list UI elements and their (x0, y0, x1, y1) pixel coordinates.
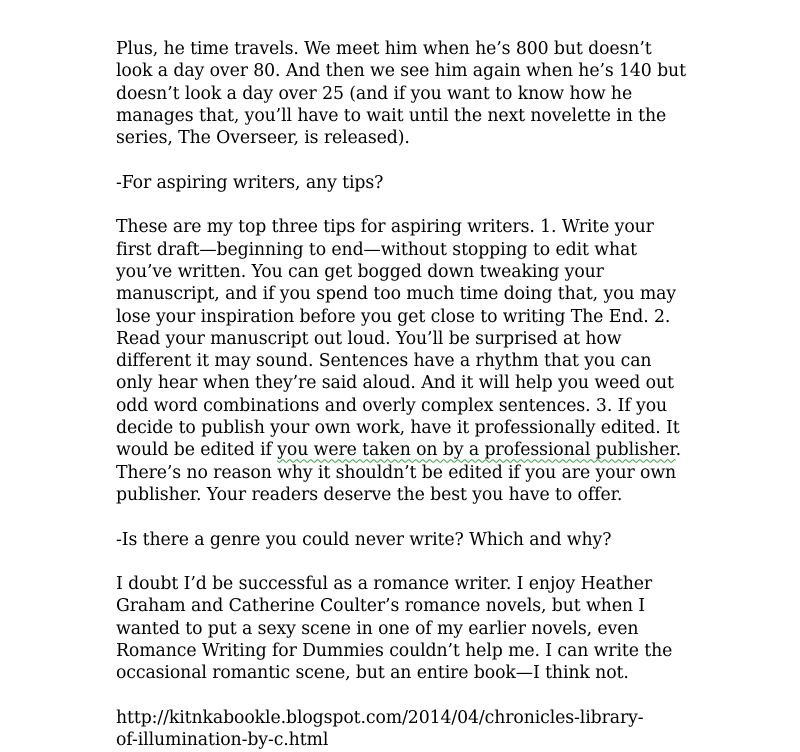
text-line: Read your manuscript out loud. You’ll be surprised at how (116, 328, 622, 349)
text-line: There’s no reason why it shouldn’t be edited if you are your own (116, 462, 677, 483)
text-line: publisher. Your readers deserve the best you have to offer. (116, 484, 623, 505)
text-line: Plus, he time travels. We meet him when he’s 800 but doesn’t (116, 39, 652, 59)
question-text: -For aspiring writers, any tips? (116, 172, 384, 193)
text-line: occasional romantic scene, but an entire book—I think not. (116, 663, 629, 684)
document-body[interactable] (116, 38, 696, 752)
text-line: decide to publish your own work, have it professionally edited. It (116, 418, 680, 439)
paragraph-romance (116, 573, 696, 684)
text-line: look a day over 80. And then we see him again when he’s 140 but (116, 61, 686, 82)
text-line: manages that, you’ll have to wait until the next novelette in the (116, 105, 667, 126)
url-line: of-illumination-by-c.html (116, 730, 329, 751)
paragraph-writing-tips (116, 216, 696, 506)
text-line: These are my top three tips for aspiring writers. 1. Write your (116, 217, 654, 238)
source-url (116, 707, 696, 752)
paragraph-time-travel (116, 38, 696, 149)
text-line: you’ve written. You can get bogged down tweaking your (116, 261, 604, 282)
text-line: manuscript, and if you spend too much time doing that, you may (116, 284, 676, 305)
text-line-with-grammar-flag (116, 439, 696, 461)
text-line: lose your inspiration before you get close to writing The End. 2. (116, 306, 671, 327)
text-line: series, The Overseer, is released). (116, 128, 410, 149)
text-line: first draft—beginning to end—without stopping to edit what (116, 239, 638, 260)
text-line: wanted to put a sexy scene in one of my earlier novels, even (116, 618, 639, 639)
text-line: different it may sound. Sentences have a rhythm that you can (116, 351, 652, 372)
text-line: Romance Writing for Dummies couldn’t help me. I can write the (116, 641, 673, 662)
text-line: only hear when they’re said aloud. And it will help you weed out (116, 373, 674, 394)
question-text: -Is there a genre you could never write? Which and why? (116, 529, 612, 550)
text-fragment: . (675, 440, 682, 461)
question-aspiring-writers (116, 172, 696, 194)
text-line: I doubt I’d be successful as a romance writer. I enjoy Heather (116, 574, 653, 595)
url-line: http://kitnkabookle.blogspot.com/2014/04/chronicles-library- (116, 707, 644, 728)
question-genre (116, 529, 696, 551)
grammar-flagged-phrase[interactable]: you were taken on by a professional publisher (277, 440, 676, 461)
text-fragment: would be edited if (116, 440, 278, 461)
text-line: doesn’t look a day over 25 (and if you want to know how he (116, 83, 633, 104)
text-line: odd word combinations and overly complex sentences. 3. If you (116, 395, 668, 416)
text-line: Graham and Catherine Coulter’s romance novels, but when I (116, 596, 646, 617)
